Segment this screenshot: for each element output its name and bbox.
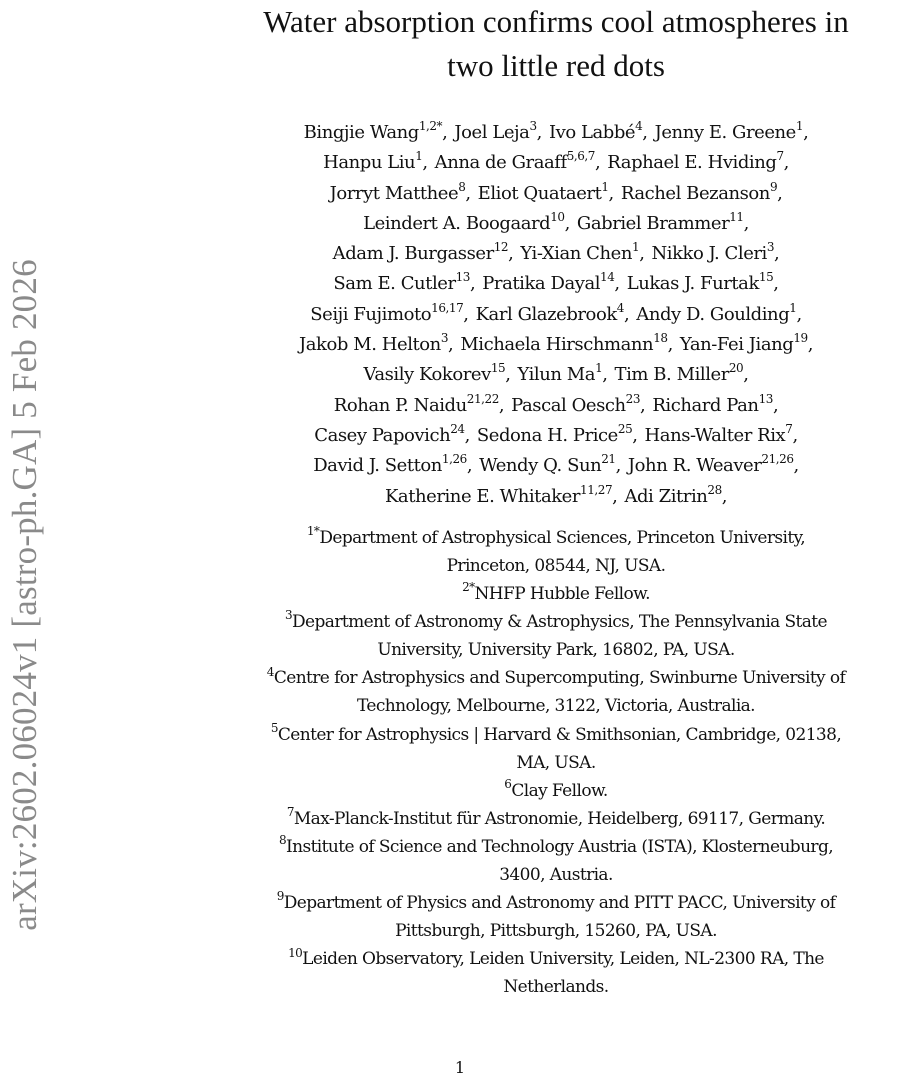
author — [434, 149, 595, 174]
author-affiliation-mark: 18 — [653, 331, 668, 346]
author-affiliation-mark: 23 — [625, 391, 641, 406]
author-name: Gabriel Brammer — [576, 212, 730, 234]
author-affiliation-mark: 5,6,7 — [566, 149, 595, 164]
author — [511, 391, 641, 416]
affiliation-line — [190, 889, 920, 917]
author-name: Pascal Oesch — [511, 394, 626, 416]
author-affiliation-mark: 11 — [729, 209, 744, 224]
author-name: Casey Papovich — [314, 424, 451, 446]
affiliation-mark: 5 — [270, 720, 278, 735]
author-affiliation-mark: 21,22 — [466, 391, 499, 406]
affiliation-text: NHFP Hubble Fellow. — [474, 584, 650, 605]
author — [332, 240, 509, 265]
author-affiliation-mark: 7 — [776, 149, 784, 164]
author-name: Sam E. Cutler — [333, 273, 456, 295]
author-affiliation-mark: 1,2* — [418, 119, 443, 133]
author-name: Jorryt Matthee — [329, 182, 459, 204]
author-affiliation-mark: 3 — [766, 240, 775, 255]
affiliation-line — [190, 945, 920, 973]
author — [482, 270, 615, 295]
author-list — [190, 118, 920, 512]
author-affiliation-mark: 9 — [769, 179, 778, 194]
author-line: Seiji Fujimoto$^{16,17}$, Karl Glazebrook$^4$, Andy D. Goulding$^1$, — [310, 300, 802, 325]
author — [479, 452, 616, 477]
affiliation-text: Max-Planck-Institut für Astronomie, Heidelberg, 69117, Germany. — [293, 808, 826, 829]
author-affiliation-mark: 4 — [616, 300, 624, 315]
author — [654, 119, 804, 143]
author-name: Richard Pan — [652, 394, 759, 416]
author-affiliation-mark: 11,27 — [580, 482, 613, 497]
affiliation-mark: 7 — [286, 805, 294, 820]
author — [454, 119, 537, 143]
affiliation-text: MA, USA. — [516, 752, 596, 773]
affiliation-text: Clay Fellow. — [511, 780, 608, 801]
paper-front-matter — [190, 0, 920, 1001]
author-name: Sedona H. Price — [476, 424, 618, 446]
author-name: Hanpu Liu — [323, 152, 416, 174]
affiliation-text: Princeton, 08544, NJ, USA. — [446, 555, 666, 576]
affiliation-line — [190, 777, 920, 805]
author — [652, 391, 773, 416]
author-name: Seiji Fujimoto — [310, 303, 432, 325]
author — [627, 452, 794, 477]
author-name: David J. Setton — [313, 455, 442, 477]
affiliation-line — [190, 833, 920, 861]
author — [624, 482, 722, 507]
author — [329, 179, 466, 204]
author-line: Vasily Kokorev$^{15}$, Yilun Ma$^1$, Tim B. Miller$^{20}$, — [363, 361, 749, 386]
author-name: Wendy Q. Sun — [479, 455, 602, 477]
affiliation-text: Pittsburgh, Pittsburgh, 15260, PA, USA. — [395, 921, 717, 942]
affiliation-text: Netherlands. — [503, 977, 609, 998]
author-affiliation-mark: 14 — [600, 270, 615, 285]
author — [651, 240, 775, 265]
title-line-2: two little red dots — [447, 48, 665, 83]
author-affiliation-mark: 25 — [617, 421, 633, 436]
author-affiliation-mark: 20 — [728, 361, 744, 376]
affiliation-line — [190, 580, 920, 608]
author — [607, 149, 784, 174]
author-affiliation-mark: 1 — [601, 179, 609, 194]
author — [679, 331, 808, 356]
affiliation-mark: 1* — [306, 524, 320, 539]
affiliation-line — [190, 973, 920, 1001]
affiliation-line — [190, 636, 920, 664]
author-name: Adi Zitrin — [624, 485, 708, 507]
author-affiliation-mark: 4 — [635, 119, 643, 133]
author — [314, 421, 465, 446]
affiliation-text: Leiden Observatory, Leiden University, Leiden, NL-2300 RA, The — [302, 949, 824, 970]
author-name: Tim B. Miller — [614, 364, 729, 386]
author-affiliation-mark: 7 — [785, 421, 793, 436]
affiliation-mark: 3 — [284, 608, 293, 623]
author-affiliation-mark: 21,26 — [761, 452, 794, 467]
author-name: Karl Glazebrook — [475, 303, 617, 325]
affiliation-line — [190, 861, 920, 889]
author — [310, 300, 464, 325]
author-name: Joel Leja — [454, 122, 530, 143]
author-affiliation-mark: 1 — [632, 240, 640, 255]
author-line: Bingjie Wang$^{1,2*}$, Joel Leja$^3$, Ivo Labbé$^4$, Jenny E. Greene$^1$, — [303, 119, 809, 143]
author-name: Lukas J. Furtak — [626, 273, 759, 295]
author-line: Jorryt Matthee$^8$, Eliot Quataert$^1$, Rachel Bezanson$^9$, — [329, 179, 783, 204]
title-line-1: Water absorption confirms cool atmospheres in — [263, 4, 849, 39]
author-affiliation-mark: 16,17 — [431, 300, 464, 315]
author-line: Casey Papovich$^{24}$, Sedona H. Price$^{25}$, Hans-Walter Rix$^7$, — [314, 421, 798, 446]
author-name: Yilun Ma — [517, 364, 596, 386]
author — [384, 482, 613, 507]
author-affiliation-mark: 1 — [789, 300, 797, 315]
affiliation-line — [190, 805, 920, 833]
author-name: Yan-Fei Jiang — [679, 334, 794, 356]
author-affiliation-mark: 13 — [758, 391, 773, 406]
author-affiliation-mark: 3 — [529, 119, 537, 133]
affiliation-mark: 10 — [288, 945, 303, 960]
affiliation-mark: 2* — [462, 580, 475, 595]
author-affiliation-mark: 8 — [458, 179, 466, 194]
author — [460, 331, 668, 356]
affiliation-text: Institute of Science and Technology Austria (ISTA), Klosterneuburg, — [285, 836, 834, 857]
author — [475, 300, 624, 325]
author — [333, 391, 499, 416]
author-affiliation-mark: 1 — [595, 361, 603, 376]
author-name: Raphael E. Hviding — [607, 152, 777, 174]
author-affiliation-mark: 3 — [440, 331, 449, 346]
affiliation-mark: 6 — [504, 777, 512, 792]
author-affiliation-mark: 15 — [490, 361, 506, 376]
author-name: Michaela Hirschmann — [460, 334, 654, 356]
author — [476, 421, 633, 446]
author-name: Rachel Bezanson — [620, 182, 770, 204]
affiliation-line — [190, 749, 920, 777]
affiliation-line — [190, 692, 920, 720]
author-line: Hanpu Liu$^1$, Anna de Graaff$^{5,6,7}$, Raphael E. Hviding$^7$, — [323, 149, 789, 174]
author-line: David J. Setton$^{1,26}$, Wendy Q. Sun$^{21}$, John R. Weaver$^{21,26}$, — [313, 452, 799, 477]
affiliation-mark: 9 — [276, 889, 284, 904]
affiliation-text: Department of Astronomy & Astrophysics, The Pennsylvania State — [292, 612, 827, 633]
affiliation-mark: 4 — [266, 664, 274, 679]
affiliation-line — [190, 552, 920, 580]
author — [323, 149, 423, 174]
author — [299, 331, 449, 356]
author-name: Jakob M. Helton — [299, 334, 441, 356]
affiliation-text: Department of Astrophysical Sciences, Princeton University, — [319, 527, 806, 548]
affiliation-line — [190, 917, 920, 945]
affiliation-line — [190, 664, 920, 692]
author — [548, 119, 643, 143]
affiliation-text: Department of Physics and Astronomy and PITT PACC, University of — [283, 893, 836, 914]
page-number: 1 — [454, 1058, 466, 1077]
author-affiliation-mark: 15 — [758, 270, 774, 285]
author-line: Leindert A. Boogaard$^{10}$, Gabriel Brammer$^{11}$, — [363, 209, 749, 234]
arxiv-identifier: arXiv:2602.06024v1 [astro-ph.GA] 5 Feb 2026 — [5, 259, 45, 931]
affiliation-line — [190, 721, 920, 749]
affiliation-text: Centre for Astrophysics and Supercomputing, Swinburne University of — [273, 668, 846, 689]
author — [520, 240, 640, 265]
author-line: Jakob M. Helton$^3$, Michaela Hirschmann$^{18}$, Yan-Fei Jiang$^{19}$, — [299, 331, 813, 356]
author-line: Rohan P. Naidu$^{21,22}$, Pascal Oesch$^{23}$, Richard Pan$^{13}$, — [333, 391, 779, 416]
author-affiliation-mark: 21 — [601, 452, 616, 467]
author-affiliation-mark: 1,26 — [441, 452, 467, 467]
author-name: Katherine E. Whitaker — [384, 485, 581, 507]
arxiv-sidebar — [0, 190, 50, 1000]
author-affiliation-mark: 28 — [707, 482, 722, 497]
author-name: Bingjie Wang — [303, 122, 419, 143]
author-name: Hans-Walter Rix — [644, 424, 786, 446]
author — [620, 179, 778, 204]
author-name: Rohan P. Naidu — [333, 394, 467, 416]
author-name: Andy D. Goulding — [636, 303, 790, 325]
author — [576, 209, 744, 234]
affiliation-line — [190, 524, 920, 552]
author-affiliation-mark: 13 — [455, 270, 470, 285]
author-name: Leindert A. Boogaard — [363, 212, 551, 234]
author — [363, 361, 506, 386]
author-affiliation-mark: 12 — [493, 240, 509, 255]
author-name: Vasily Kokorev — [363, 364, 491, 386]
author-line: Sam E. Cutler$^{13}$, Pratika Dayal$^{14}$, Lukas J. Furtak$^{15}$, — [333, 270, 779, 295]
author-name: Eliot Quataert — [477, 182, 602, 204]
author — [477, 179, 609, 204]
author-name: Pratika Dayal — [482, 273, 601, 295]
author — [313, 452, 467, 477]
author-name: Jenny E. Greene — [654, 122, 796, 143]
affiliation-text: Center for Astrophysics | Harvard & Smithsonian, Cambridge, 02138, — [277, 724, 842, 745]
author-line: Katherine E. Whitaker$^{11,27}$, Adi Zitrin$^{28}$, — [384, 482, 728, 507]
author-affiliation-mark: 1 — [415, 149, 423, 164]
author — [303, 119, 443, 143]
author — [333, 270, 470, 295]
author — [636, 300, 797, 325]
author-affiliation-mark: 10 — [550, 209, 565, 224]
author-affiliation-mark: 24 — [450, 421, 465, 436]
author — [626, 270, 774, 295]
affiliation-text: Technology, Melbourne, 3122, Victoria, Australia. — [357, 696, 755, 717]
affiliation-mark: 8 — [278, 833, 286, 848]
author-name: Nikko J. Cleri — [651, 243, 767, 265]
author-name: Adam J. Burgasser — [332, 243, 494, 265]
paper-title — [190, 0, 920, 88]
author-name: John R. Weaver — [627, 455, 762, 477]
author-name: Anna de Graaff — [434, 152, 567, 174]
author-affiliation-mark: 1 — [795, 119, 804, 133]
author-name: Ivo Labbé — [548, 122, 636, 143]
author — [614, 361, 744, 386]
author-name: Yi-Xian Chen — [520, 243, 632, 265]
author-line: Adam J. Burgasser$^{12}$, Yi-Xian Chen$^1$, Nikko J. Cleri$^3$, — [332, 240, 780, 265]
author — [517, 361, 603, 386]
affiliation-list — [190, 524, 920, 1002]
author-affiliation-mark: 19 — [793, 331, 808, 346]
author — [644, 421, 793, 446]
affiliation-text: 3400, Austria. — [499, 864, 613, 885]
affiliation-text: University, University Park, 16802, PA, USA. — [377, 640, 735, 661]
affiliation-line — [190, 608, 920, 636]
